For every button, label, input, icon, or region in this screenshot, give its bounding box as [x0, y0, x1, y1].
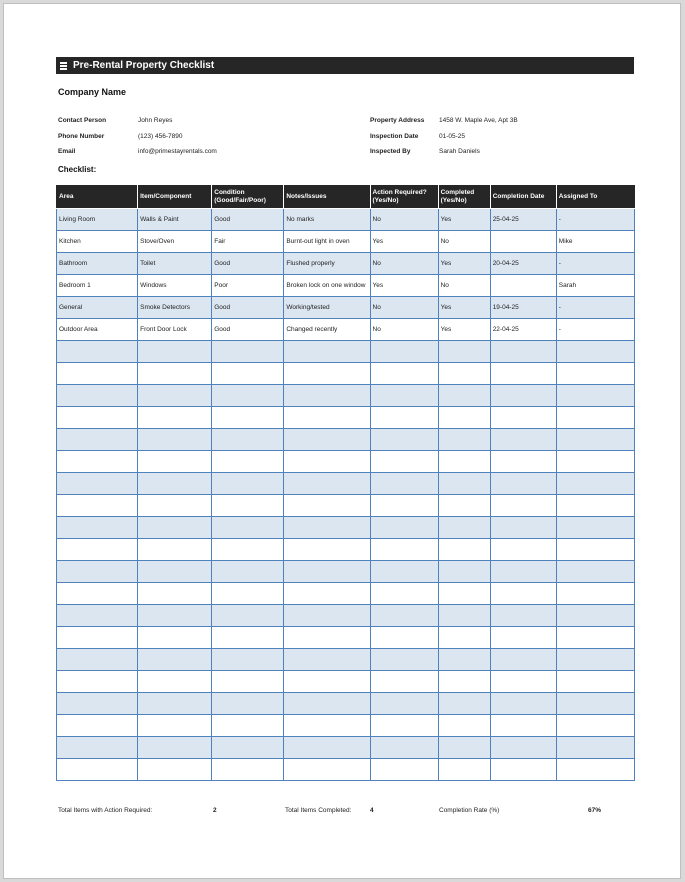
table-cell[interactable] [370, 539, 438, 561]
column-header: Completion Date [490, 186, 556, 209]
table-row [57, 253, 635, 275]
completion-rate-value: 67% [588, 807, 602, 814]
table-cell[interactable] [490, 407, 556, 429]
table-cell[interactable] [138, 737, 212, 759]
table-cell[interactable] [556, 671, 634, 693]
table-cell[interactable]: Smoke Detectors [138, 297, 212, 319]
table-cell[interactable] [284, 495, 370, 517]
table-cell[interactable]: No [370, 319, 438, 341]
table-cell[interactable] [490, 693, 556, 715]
table-cell[interactable] [284, 363, 370, 385]
table-cell[interactable] [138, 561, 212, 583]
table-cell[interactable] [438, 561, 490, 583]
completion-rate-label: Completion Rate (%) [439, 807, 500, 814]
table-cell[interactable] [138, 671, 212, 693]
table-cell[interactable] [212, 605, 284, 627]
table-row [57, 407, 635, 429]
table-cell[interactable] [556, 561, 634, 583]
table-cell[interactable] [138, 759, 212, 781]
table-row [57, 759, 635, 781]
table-cell[interactable] [370, 407, 438, 429]
table-cell[interactable]: Yes [438, 253, 490, 275]
table-cell[interactable] [284, 583, 370, 605]
table-cell[interactable] [490, 231, 556, 253]
table-cell[interactable] [556, 715, 634, 737]
table-cell[interactable] [490, 429, 556, 451]
table-cell[interactable] [212, 429, 284, 451]
table-cell[interactable] [370, 627, 438, 649]
table-cell[interactable] [370, 473, 438, 495]
table-cell[interactable] [438, 495, 490, 517]
table-cell[interactable] [57, 363, 138, 385]
column-header: Notes/Issues [284, 186, 370, 209]
table-cell[interactable] [556, 759, 634, 781]
table-cell[interactable]: Walls & Paint [138, 209, 212, 231]
table-cell[interactable] [556, 693, 634, 715]
table-cell[interactable]: - [556, 209, 634, 231]
table-cell[interactable] [438, 671, 490, 693]
table-cell[interactable]: Front Door Lock [138, 319, 212, 341]
table-cell[interactable] [138, 715, 212, 737]
table-cell[interactable] [438, 341, 490, 363]
table-cell[interactable]: - [556, 297, 634, 319]
table-cell[interactable]: No [438, 231, 490, 253]
table-cell[interactable] [490, 517, 556, 539]
table-cell[interactable] [57, 341, 138, 363]
table-cell[interactable] [490, 627, 556, 649]
table-cell[interactable] [556, 341, 634, 363]
table-cell[interactable] [370, 451, 438, 473]
table-cell[interactable] [284, 715, 370, 737]
table-cell[interactable] [438, 759, 490, 781]
table-cell[interactable] [212, 671, 284, 693]
table-cell[interactable] [57, 539, 138, 561]
table-cell[interactable] [438, 539, 490, 561]
table-cell[interactable]: Good [212, 253, 284, 275]
table-row [57, 517, 635, 539]
table-cell[interactable] [284, 473, 370, 495]
table-cell[interactable] [438, 517, 490, 539]
table-cell[interactable] [490, 583, 556, 605]
table-cell[interactable] [438, 715, 490, 737]
table-cell[interactable] [490, 473, 556, 495]
table-cell[interactable] [284, 737, 370, 759]
table-cell[interactable]: 20-04-25 [490, 253, 556, 275]
table-cell[interactable]: Yes [438, 319, 490, 341]
table-cell[interactable]: Windows [138, 275, 212, 297]
table-cell[interactable] [556, 495, 634, 517]
table-cell[interactable] [490, 561, 556, 583]
table-cell[interactable] [57, 517, 138, 539]
table-cell[interactable] [438, 605, 490, 627]
address-value: 1458 W. Maple Ave, Apt 3B [439, 117, 518, 124]
table-cell[interactable] [556, 583, 634, 605]
table-cell[interactable] [284, 341, 370, 363]
table-cell[interactable]: Broken lock on one window [284, 275, 370, 297]
table-cell[interactable] [57, 495, 138, 517]
table-cell[interactable] [370, 715, 438, 737]
table-cell[interactable] [284, 429, 370, 451]
table-row [57, 605, 635, 627]
table-row [57, 275, 635, 297]
document-page [3, 3, 681, 879]
table-cell[interactable]: Bathroom [57, 253, 138, 275]
table-cell[interactable] [212, 715, 284, 737]
table-cell[interactable] [284, 407, 370, 429]
table-cell[interactable] [138, 627, 212, 649]
table-cell[interactable] [490, 539, 556, 561]
table-cell[interactable] [490, 649, 556, 671]
table-cell[interactable] [138, 649, 212, 671]
column-header: Item/Component [138, 186, 212, 209]
table-cell[interactable] [556, 539, 634, 561]
table-cell[interactable]: Changed recently [284, 319, 370, 341]
table-cell[interactable]: Stove/Oven [138, 231, 212, 253]
document-title: Pre-Rental Property Checklist [73, 60, 215, 71]
table-cell[interactable] [490, 715, 556, 737]
table-row [57, 715, 635, 737]
table-row [57, 297, 635, 319]
table-cell[interactable] [212, 363, 284, 385]
table-cell[interactable] [284, 539, 370, 561]
table-cell[interactable] [490, 737, 556, 759]
table-cell[interactable] [438, 429, 490, 451]
table-row [57, 231, 635, 253]
table-cell[interactable] [438, 385, 490, 407]
table-cell[interactable] [370, 517, 438, 539]
table-cell[interactable] [556, 451, 634, 473]
table-cell[interactable] [490, 275, 556, 297]
table-cell[interactable] [556, 363, 634, 385]
table-cell[interactable] [490, 451, 556, 473]
table-cell[interactable] [138, 363, 212, 385]
table-cell[interactable] [212, 495, 284, 517]
table-cell[interactable]: Working/tested [284, 297, 370, 319]
table-row [57, 693, 635, 715]
table-cell[interactable] [490, 759, 556, 781]
table-cell[interactable] [57, 473, 138, 495]
table-cell[interactable] [370, 605, 438, 627]
items-completed-label: Total Items Completed: [285, 807, 352, 814]
phone-value: (123) 456-7890 [138, 133, 183, 140]
table-row [57, 473, 635, 495]
phone-label: Phone Number [58, 133, 105, 140]
table-cell[interactable] [212, 539, 284, 561]
table-cell[interactable] [370, 561, 438, 583]
table-cell[interactable] [284, 605, 370, 627]
table-cell[interactable]: Burnt-out light in oven [284, 231, 370, 253]
table-cell[interactable] [138, 407, 212, 429]
table-cell[interactable] [556, 737, 634, 759]
table-cell[interactable]: General [57, 297, 138, 319]
column-header: Assigned To [556, 186, 634, 209]
table-cell[interactable]: Yes [438, 209, 490, 231]
table-cell[interactable]: Yes [370, 231, 438, 253]
table-cell[interactable] [370, 429, 438, 451]
table-cell[interactable] [138, 473, 212, 495]
email-value: info@primestayrentals.com [138, 148, 217, 155]
table-cell[interactable]: Yes [438, 297, 490, 319]
table-cell[interactable] [57, 693, 138, 715]
table-cell[interactable] [438, 473, 490, 495]
table-cell[interactable] [438, 451, 490, 473]
table-cell[interactable] [438, 737, 490, 759]
table-cell[interactable] [284, 627, 370, 649]
table-cell[interactable] [556, 517, 634, 539]
table-row [57, 671, 635, 693]
table-cell[interactable] [284, 759, 370, 781]
title-bar [56, 57, 634, 74]
table-cell[interactable] [284, 451, 370, 473]
table-cell[interactable] [138, 583, 212, 605]
table-cell[interactable]: Yes [370, 275, 438, 297]
table-row [57, 385, 635, 407]
table-cell[interactable] [370, 583, 438, 605]
table-row [57, 561, 635, 583]
table-row [57, 451, 635, 473]
table-cell[interactable] [556, 473, 634, 495]
company-name: Company Name [58, 87, 127, 97]
table-cell[interactable] [438, 693, 490, 715]
table-cell[interactable]: 22-04-25 [490, 319, 556, 341]
column-header: Condition (Good/Fair/Poor) [212, 186, 284, 209]
inspection-date-value: 01-05-25 [439, 133, 466, 140]
table-cell[interactable] [212, 473, 284, 495]
table-cell[interactable] [490, 495, 556, 517]
table-cell[interactable] [57, 561, 138, 583]
table-cell[interactable]: Poor [212, 275, 284, 297]
table-cell[interactable] [284, 671, 370, 693]
table-cell[interactable] [138, 341, 212, 363]
table-row [57, 319, 635, 341]
table-cell[interactable]: Flushed properly [284, 253, 370, 275]
table-cell[interactable] [370, 649, 438, 671]
table-cell[interactable] [370, 759, 438, 781]
table-cell[interactable] [138, 385, 212, 407]
table-cell[interactable] [284, 649, 370, 671]
table-cell[interactable] [370, 671, 438, 693]
table-cell[interactable] [138, 429, 212, 451]
table-row [57, 627, 635, 649]
column-header: Area [57, 186, 138, 209]
table-cell[interactable] [556, 429, 634, 451]
checklist-icon [60, 62, 67, 70]
table-cell[interactable] [556, 407, 634, 429]
table-cell[interactable] [57, 671, 138, 693]
table-body [57, 209, 635, 781]
table-cell[interactable] [438, 407, 490, 429]
table-cell[interactable] [57, 385, 138, 407]
table-cell[interactable] [284, 693, 370, 715]
action-required-label: Total Items with Action Required: [58, 807, 153, 814]
table-cell[interactable] [212, 561, 284, 583]
table-cell[interactable] [490, 671, 556, 693]
table-cell[interactable] [212, 759, 284, 781]
table-row [57, 539, 635, 561]
table-cell[interactable]: Living Room [57, 209, 138, 231]
table-cell[interactable] [212, 693, 284, 715]
table-cell[interactable] [490, 605, 556, 627]
table-cell[interactable]: 19-04-25 [490, 297, 556, 319]
table-cell[interactable] [57, 583, 138, 605]
contact-person-value: John Reyes [138, 117, 173, 124]
table-cell[interactable] [138, 495, 212, 517]
table-cell[interactable] [138, 693, 212, 715]
table-cell[interactable] [57, 759, 138, 781]
table-cell[interactable]: 25-04-25 [490, 209, 556, 231]
table-cell[interactable] [212, 451, 284, 473]
table-cell[interactable] [370, 341, 438, 363]
table-cell[interactable] [490, 385, 556, 407]
inspection-date-label: Inspection Date [370, 133, 419, 140]
table-row [57, 495, 635, 517]
table-cell[interactable] [438, 363, 490, 385]
table-cell[interactable] [490, 363, 556, 385]
table-cell[interactable]: Sarah [556, 275, 634, 297]
table-cell[interactable] [284, 385, 370, 407]
table-cell[interactable] [370, 737, 438, 759]
table-cell[interactable] [438, 649, 490, 671]
checklist-table [56, 185, 635, 781]
table-cell[interactable]: Outdoor Area [57, 319, 138, 341]
table-row [57, 363, 635, 385]
table-cell[interactable] [556, 385, 634, 407]
table-cell[interactable] [370, 385, 438, 407]
column-header: Completed (Yes/No) [438, 186, 490, 209]
table-cell[interactable] [212, 341, 284, 363]
column-header: Action Required? (Yes/No) [370, 186, 438, 209]
table-cell[interactable]: Mike [556, 231, 634, 253]
table-cell[interactable]: No [438, 275, 490, 297]
table-cell[interactable] [212, 407, 284, 429]
table-row [57, 341, 635, 363]
table-cell[interactable] [212, 517, 284, 539]
table-cell[interactable] [57, 627, 138, 649]
table-cell[interactable] [138, 451, 212, 473]
table-cell[interactable] [138, 605, 212, 627]
table-row [57, 209, 635, 231]
table-cell[interactable] [284, 517, 370, 539]
table-cell[interactable] [57, 451, 138, 473]
table-row [57, 429, 635, 451]
table-cell[interactable]: - [556, 319, 634, 341]
table-cell[interactable] [57, 429, 138, 451]
table-row [57, 737, 635, 759]
table-cell[interactable] [212, 737, 284, 759]
table-cell[interactable] [284, 561, 370, 583]
table-cell[interactable] [212, 649, 284, 671]
table-cell[interactable] [370, 495, 438, 517]
table-cell[interactable] [138, 517, 212, 539]
table-cell[interactable] [370, 693, 438, 715]
table-cell[interactable] [57, 737, 138, 759]
table-cell[interactable] [556, 627, 634, 649]
table-row [57, 583, 635, 605]
table-cell[interactable] [556, 605, 634, 627]
inspector-label: Inspected By [370, 148, 411, 155]
table-cell[interactable] [490, 341, 556, 363]
table-cell[interactable] [212, 385, 284, 407]
table-cell[interactable] [138, 539, 212, 561]
table-cell[interactable]: No [370, 209, 438, 231]
table-cell[interactable] [57, 649, 138, 671]
table-cell[interactable] [57, 407, 138, 429]
table-cell[interactable]: No [370, 297, 438, 319]
table-cell[interactable]: - [556, 253, 634, 275]
checklist-heading: Checklist: [58, 165, 97, 174]
email-label: Email [58, 148, 76, 155]
table-cell[interactable]: No marks [284, 209, 370, 231]
table-cell[interactable]: No [370, 253, 438, 275]
table-cell[interactable] [57, 715, 138, 737]
contact-person-label: Contact Person [58, 117, 107, 124]
table-cell[interactable] [438, 627, 490, 649]
table-header-row [57, 186, 635, 209]
table-cell[interactable]: Good [212, 297, 284, 319]
table-row [57, 649, 635, 671]
inspector-value: Sarah Daniels [439, 148, 480, 155]
table-cell[interactable]: Good [212, 209, 284, 231]
table-cell[interactable]: Bedroom 1 [57, 275, 138, 297]
table-cell[interactable]: Good [212, 319, 284, 341]
table-cell[interactable]: Toilet [138, 253, 212, 275]
table-cell[interactable] [212, 627, 284, 649]
table-cell[interactable]: Fair [212, 231, 284, 253]
action-required-value: 2 [213, 807, 217, 814]
address-label: Property Address [370, 117, 425, 124]
table-cell[interactable] [370, 363, 438, 385]
items-completed-value: 4 [370, 807, 374, 814]
table-cell[interactable] [212, 583, 284, 605]
table-cell[interactable] [556, 649, 634, 671]
table-cell[interactable]: Kitchen [57, 231, 138, 253]
table-cell[interactable] [57, 605, 138, 627]
table-cell[interactable] [438, 583, 490, 605]
